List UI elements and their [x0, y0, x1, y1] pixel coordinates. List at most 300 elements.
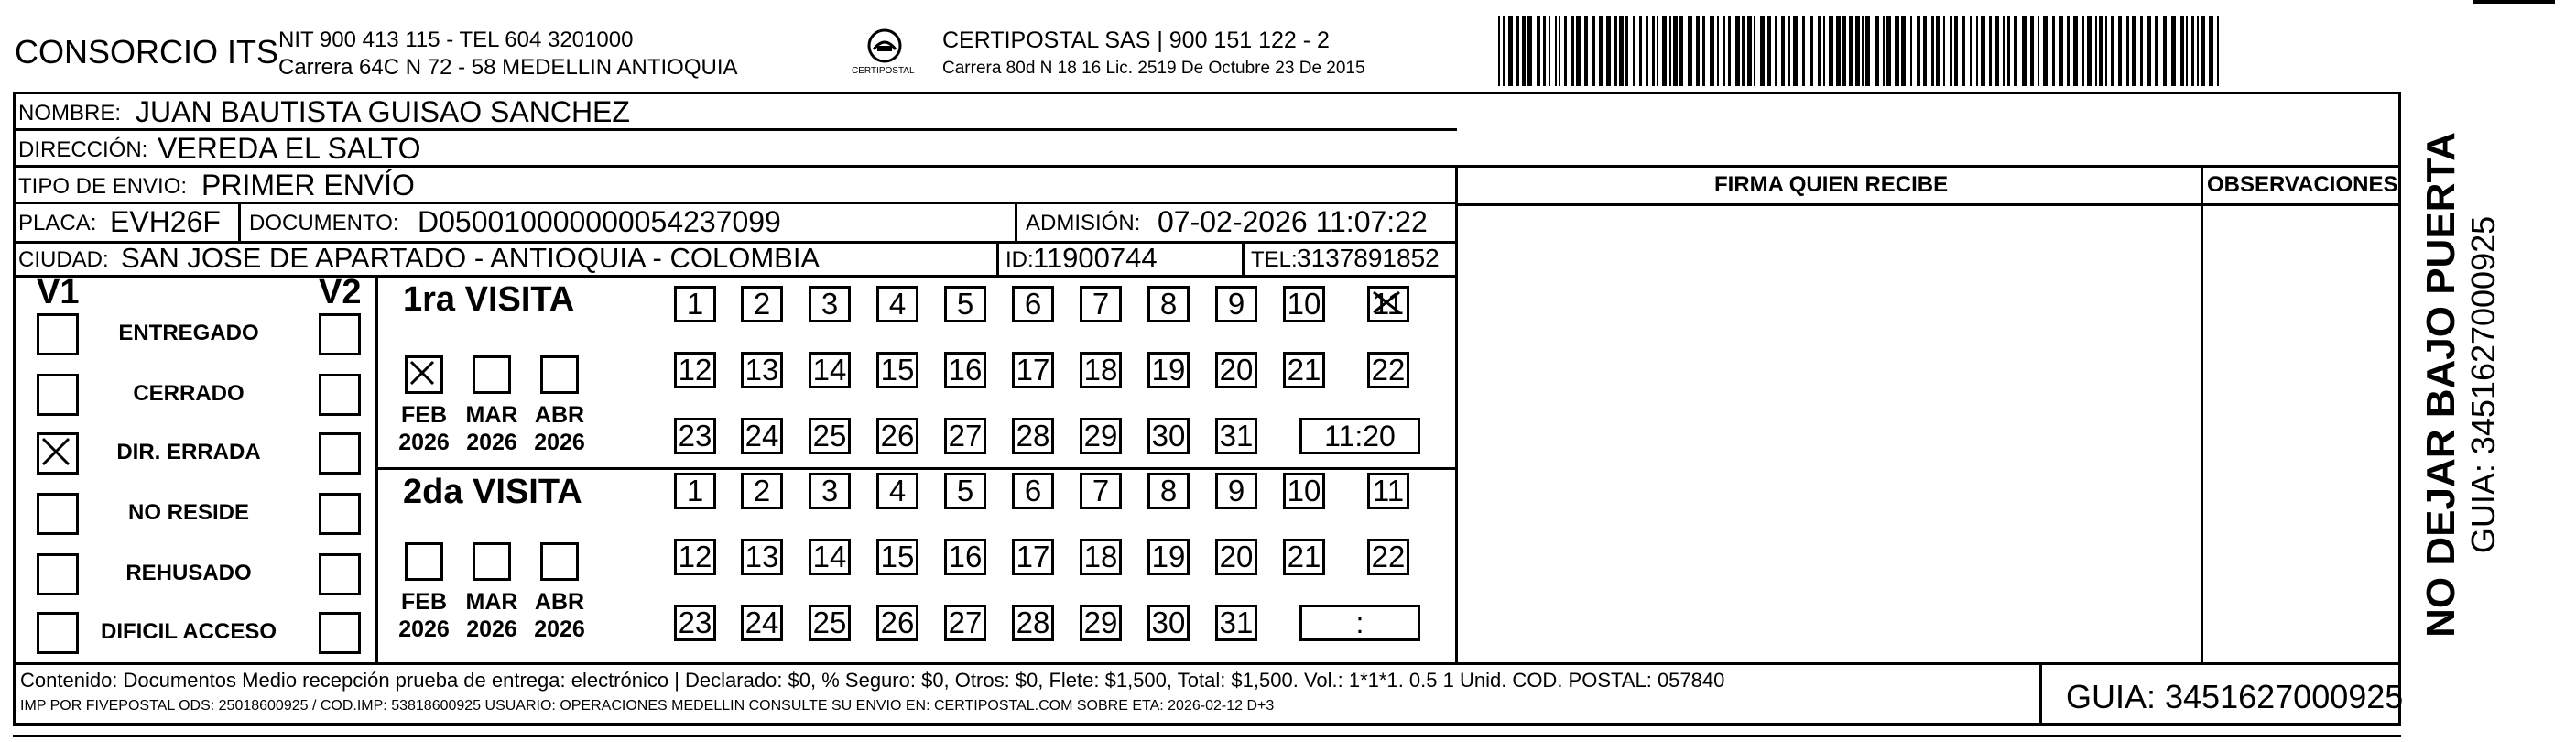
day-number: 15: [880, 540, 915, 573]
v2-header: V2: [319, 273, 362, 311]
day-number: 16: [948, 540, 983, 573]
barcode-bar: [2007, 16, 2010, 86]
row-line: [375, 467, 1456, 470]
visit2-day[interactable]: [674, 473, 716, 509]
barcode-bar: [1775, 16, 1777, 86]
visit2-month-checkbox[interactable]: [540, 542, 579, 581]
firma-header: FIRMA QUIEN RECIBE: [1714, 172, 1949, 197]
visit1-day[interactable]: [1012, 286, 1054, 322]
corner-mark: [2473, 0, 2555, 4]
barcode-bar: [1559, 16, 1560, 86]
visit2-day[interactable]: [1147, 539, 1190, 575]
tel-label: TEL:: [1251, 247, 1298, 272]
visit1-day[interactable]: [741, 352, 783, 388]
visit1-day[interactable]: [1215, 418, 1257, 454]
barcode-bar: [2201, 16, 2205, 86]
visit1-month-label: [460, 401, 524, 456]
barcode-bar: [1717, 16, 1719, 86]
visit2-day[interactable]: [1012, 605, 1054, 641]
barcode-bar: [2126, 16, 2129, 86]
barcode-bar: [1516, 16, 1519, 86]
status-label: DIFICIL ACCESO: [100, 619, 277, 644]
v1-checkbox[interactable]: [37, 432, 79, 475]
day-number: 8: [1159, 474, 1178, 507]
day-number: 6: [1024, 474, 1042, 507]
id-label: ID:: [1005, 247, 1034, 272]
barcode-bar: [1849, 16, 1853, 86]
visit-time: 11:20: [1324, 419, 1396, 453]
status-label: ENTREGADO: [118, 321, 259, 345]
barcode-bar: [1592, 16, 1595, 86]
visit2-day[interactable]: [809, 605, 851, 641]
visit1-day[interactable]: [1147, 352, 1190, 388]
day-number: 21: [1287, 353, 1321, 387]
month-year: 2026: [534, 617, 585, 642]
barcode-bar: [2038, 16, 2039, 86]
barcode-bar: [1657, 16, 1658, 86]
day-number: 5: [956, 287, 974, 321]
direccion-value: VEREDA EL SALTO: [158, 132, 421, 165]
visit2-day[interactable]: [1080, 539, 1122, 575]
documento-label: DOCUMENTO:: [249, 211, 399, 235]
barcode-bar: [1564, 16, 1567, 86]
visit2-day[interactable]: [944, 473, 986, 509]
visit1-day[interactable]: [1147, 418, 1190, 454]
visit1-day[interactable]: [1012, 352, 1054, 388]
v2-checkbox[interactable]: [319, 493, 361, 535]
visit1-month-label: [527, 401, 592, 456]
visit2-day[interactable]: [1147, 605, 1190, 641]
day-number: 22: [1371, 353, 1406, 387]
visit1-day[interactable]: [876, 418, 918, 454]
barcode-bar: [1735, 16, 1740, 86]
barcode-bar: [2140, 16, 2143, 86]
month-year: 2026: [466, 430, 517, 455]
barcode-bar: [1498, 16, 1500, 86]
barcode-bar: [1810, 16, 1813, 86]
visit1-day[interactable]: [1215, 352, 1257, 388]
day-number: 17: [1016, 353, 1050, 387]
row-line: [13, 662, 2401, 665]
direccion-label: DIRECCIÓN:: [18, 137, 148, 162]
day-number: 10: [1287, 287, 1321, 321]
day-number: 20: [1219, 540, 1254, 573]
barcode-bar: [2014, 16, 2017, 86]
day-number: 11: [1372, 287, 1405, 321]
status-label: CERRADO: [133, 381, 245, 406]
month-name: MAR: [465, 402, 518, 428]
visit1-day[interactable]: [809, 418, 851, 454]
company-name: CONSORCIO ITS: [15, 33, 279, 71]
v1-checkbox[interactable]: [37, 493, 79, 535]
barcode-bar: [1981, 16, 1985, 86]
visit1-day[interactable]: [741, 418, 783, 454]
documento-value: D050010000000054237099: [418, 205, 781, 238]
barcode-bar: [1599, 16, 1603, 86]
barcode-bar: [1895, 16, 1899, 86]
visit2-month-label: [392, 588, 456, 643]
barcode-bar: [1625, 16, 1628, 86]
nombre-value: JUAN BAUTISTA GUISAO SANCHEZ: [136, 95, 630, 128]
barcode-bar: [1555, 16, 1557, 86]
barcode-bar: [1679, 16, 1683, 86]
day-number: 2: [753, 474, 771, 507]
barcode-bar: [1619, 16, 1624, 86]
barcode-bar: [1633, 16, 1635, 86]
placa-value: EVH26F: [110, 205, 221, 238]
v2-checkbox[interactable]: [319, 553, 361, 595]
barcode-bar: [2095, 16, 2097, 86]
visit2-day[interactable]: [1147, 473, 1190, 509]
day-number: 18: [1083, 540, 1118, 573]
barcode-bar: [2073, 16, 2078, 86]
barcode-bar: [2087, 16, 2092, 86]
visit2-month-label: [527, 588, 592, 643]
barcode-bar: [1875, 16, 1879, 86]
day-number: 1: [686, 287, 704, 321]
visit2-day[interactable]: [674, 605, 716, 641]
barcode-bar: [1606, 16, 1611, 86]
day-number: 5: [956, 474, 974, 507]
day-number: 9: [1227, 474, 1245, 507]
visit2-title: 2da VISITA: [403, 473, 582, 511]
month-name: FEB: [401, 402, 447, 428]
barcode-bar: [2132, 16, 2136, 86]
row-line: [1458, 203, 2401, 206]
bottom-rule: [13, 735, 2401, 737]
barcode-bar: [1742, 16, 1745, 86]
visit1-day[interactable]: [1215, 286, 1257, 322]
day-number: 23: [678, 419, 712, 453]
v1-checkbox[interactable]: [37, 374, 79, 416]
barcode-bar: [1836, 16, 1841, 86]
cell-divider: [1015, 202, 1017, 241]
month-name: ABR: [534, 589, 585, 615]
day-number: 7: [1092, 287, 1110, 321]
barcode-bar: [1855, 16, 1860, 86]
barcode-bar: [1954, 16, 1958, 86]
visit2-day[interactable]: [876, 605, 918, 641]
visit2-day[interactable]: [1012, 473, 1054, 509]
visit1-day[interactable]: [1012, 418, 1054, 454]
day-number: 22: [1371, 540, 1406, 573]
visit2-month-checkbox[interactable]: [473, 542, 511, 581]
barcode-bar: [2147, 16, 2151, 86]
visit2-day[interactable]: [1215, 473, 1257, 509]
barcode-bar: [1584, 16, 1588, 86]
barcode-bar: [1781, 16, 1785, 86]
day-number: 24: [745, 606, 779, 639]
barcode-bar: [1696, 16, 1700, 86]
footer-contenido: Contenido: Documentos Medio recepción prueba de entrega: electrónico | Declarado: $0, % Seguro: $0, Otros: $0, Flete: $1,500, Total: $1,500. Vol.: 1*1*1. 0.5 1 Unid. COD. POSTAL: 057840: [20, 669, 1725, 692]
day-number: 20: [1219, 353, 1254, 387]
v2-checkbox[interactable]: [319, 432, 361, 475]
day-number: 7: [1092, 474, 1110, 507]
day-number: 14: [812, 353, 847, 387]
barcode-bar: [1842, 16, 1846, 86]
visit2-day[interactable]: [809, 539, 851, 575]
visit2-day[interactable]: [1080, 605, 1122, 641]
visit1-day[interactable]: [876, 286, 918, 322]
col-line: [2201, 165, 2203, 662]
visit2-month-checkbox[interactable]: [405, 542, 443, 581]
visit2-day[interactable]: [1367, 539, 1409, 575]
status-label: DIR. ERRADA: [116, 440, 261, 464]
barcode-bar: [2099, 16, 2103, 86]
row-line: [13, 275, 1457, 278]
v2-checkbox[interactable]: [319, 374, 361, 416]
day-number: 4: [888, 287, 907, 321]
barcode-bar: [1710, 16, 1714, 86]
day-number: 16: [948, 353, 983, 387]
barcode-bar: [1823, 16, 1825, 86]
day-number: 31: [1219, 419, 1254, 453]
tel-value: 3137891852: [1297, 244, 1440, 272]
day-number: 3: [821, 287, 839, 321]
visit2-time-box[interactable]: [1299, 605, 1420, 641]
barcode-bar: [2105, 16, 2107, 86]
visit2-day[interactable]: [1283, 473, 1325, 509]
visit2-day[interactable]: [741, 539, 783, 575]
v2-checkbox[interactable]: [319, 612, 361, 654]
month-name: FEB: [401, 589, 447, 615]
visit1-day[interactable]: [1367, 352, 1409, 388]
barcode-bar: [1614, 16, 1617, 86]
visit1-time-box[interactable]: [1299, 418, 1420, 454]
cell-divider: [996, 241, 999, 275]
day-number: 19: [1151, 540, 1186, 573]
day-number: 21: [1287, 540, 1321, 573]
visit1-day[interactable]: [944, 286, 986, 322]
v1-checkbox[interactable]: [37, 612, 79, 654]
barcode-bar: [2003, 16, 2005, 86]
visit1-day[interactable]: [1283, 352, 1325, 388]
day-number: 13: [745, 540, 779, 573]
observaciones-header: OBSERVACIONES: [2207, 172, 2398, 197]
day-number: 28: [1016, 606, 1050, 639]
day-number: 12: [678, 540, 712, 573]
visit1-month-label: [392, 401, 456, 456]
day-number: 27: [948, 606, 983, 639]
barcode-bar: [1576, 16, 1581, 86]
barcode-bar: [1527, 16, 1532, 86]
visit2-day[interactable]: [1283, 539, 1325, 575]
visit1-day[interactable]: [741, 286, 783, 322]
barcode-bar: [1662, 16, 1667, 86]
visit2-day[interactable]: [741, 473, 783, 509]
visit1-day[interactable]: [876, 352, 918, 388]
barcode-bar: [1917, 16, 1920, 86]
visit1-day[interactable]: [1080, 286, 1122, 322]
barcode-bar: [1865, 16, 1870, 86]
barcode-bar: [1793, 16, 1798, 86]
month-year: 2026: [534, 430, 585, 455]
day-number: 6: [1024, 287, 1042, 321]
day-number: 10: [1287, 474, 1321, 507]
barcode-bar: [1962, 16, 1965, 86]
visit1-day[interactable]: [944, 418, 986, 454]
barcode-bar: [1669, 16, 1671, 86]
visit1-title: 1ra VISITA: [403, 280, 575, 319]
tipo-envio-value: PRIMER ENVÍO: [201, 169, 415, 202]
barcode-bar: [1943, 16, 1945, 86]
barcode-bar: [1931, 16, 1934, 86]
day-number: 31: [1219, 606, 1254, 639]
col-line: [1455, 165, 1458, 662]
barcode-bar: [1767, 16, 1771, 86]
day-number: 30: [1151, 419, 1186, 453]
barcode-bar: [1995, 16, 1999, 86]
visit2-day[interactable]: [1012, 539, 1054, 575]
ciudad-value: SAN JOSE DE APARTADO - ANTIOQUIA - COLOMBIA: [121, 242, 821, 274]
barcode-bar: [1503, 16, 1505, 86]
firma-area[interactable]: [1461, 207, 2198, 660]
visit2-day[interactable]: [1215, 605, 1257, 641]
observaciones-area[interactable]: [2206, 207, 2398, 660]
day-number: 11: [1372, 474, 1405, 507]
visit2-day[interactable]: [1367, 473, 1409, 509]
barcode-bar: [1976, 16, 1978, 86]
company-address: Carrera 64C N 72 - 58 MEDELLIN ANTIOQUIA: [278, 55, 738, 80]
day-number: 25: [812, 419, 847, 453]
day-number: 9: [1227, 287, 1245, 321]
barcode-bar: [1970, 16, 1972, 86]
barcode-bar: [2209, 16, 2213, 86]
day-number: 28: [1016, 419, 1050, 453]
day-number: 14: [812, 540, 847, 573]
barcode-bar: [2022, 16, 2027, 86]
day-number: 30: [1151, 606, 1186, 639]
v1-checkbox[interactable]: [37, 313, 79, 355]
no-dejar-bajo-puerta: NO DEJAR BAJO PUERTA: [2418, 132, 2463, 638]
visit1-day[interactable]: [809, 286, 851, 322]
barcode-bar: [2067, 16, 2070, 86]
barcode-bar: [2118, 16, 2122, 86]
v2-checkbox[interactable]: [319, 313, 361, 355]
barcode-bar: [2217, 16, 2219, 86]
cell-divider: [1242, 241, 1245, 275]
day-number: 19: [1151, 353, 1186, 387]
day-number: 15: [880, 353, 915, 387]
barcode-bar: [1802, 16, 1805, 86]
day-number: 26: [880, 419, 915, 453]
status-label: REHUSADO: [125, 561, 252, 585]
day-number: 29: [1083, 606, 1118, 639]
visit1-month-checkbox[interactable]: [473, 355, 511, 394]
visit2-day[interactable]: [876, 473, 918, 509]
barcode-bar: [2082, 16, 2084, 86]
day-number: 24: [745, 419, 779, 453]
visit2-day[interactable]: [741, 605, 783, 641]
visit2-day[interactable]: [944, 539, 986, 575]
visit1-day[interactable]: [1283, 286, 1325, 322]
barcode-bar: [1688, 16, 1692, 86]
visit1-day[interactable]: [1147, 286, 1190, 322]
visit1-day[interactable]: [1080, 352, 1122, 388]
v1-header: V1: [37, 273, 80, 311]
visit2-day[interactable]: [674, 539, 716, 575]
month-name: MAR: [465, 589, 518, 615]
barcode-bar: [1950, 16, 1952, 86]
barcode-bar: [1829, 16, 1833, 86]
month-year: 2026: [398, 617, 450, 642]
day-number: 23: [678, 606, 712, 639]
certipostal-address: Carrera 80d N 18 16 Lic. 2519 De Octubre 23 De 2015: [942, 59, 1365, 78]
footer-imp: IMP POR FIVEPOSTAL ODS: 25018600925 / COD.IMP: 53818600925 USUARIO: OPERACIONES MEDELLIN CONSULTE SU ENVIO EN: CERTIPOSTAL.COM SOBRE ETA: 2026-02-12 D+3: [20, 698, 1275, 714]
visit1-day[interactable]: [809, 352, 851, 388]
barcode-bar: [1537, 16, 1540, 86]
visit2-day[interactable]: [809, 473, 851, 509]
barcode-bar: [2197, 16, 2199, 86]
barcode-bar: [1883, 16, 1885, 86]
visit1-month-checkbox[interactable]: [405, 355, 443, 394]
barcode-bar: [1652, 16, 1655, 86]
certipostal-logo: [852, 26, 915, 81]
visit1-day[interactable]: [944, 352, 986, 388]
day-number: 13: [745, 353, 779, 387]
barcode-bar: [1923, 16, 1927, 86]
visit2-day[interactable]: [1215, 539, 1257, 575]
barcode-bar: [2163, 16, 2167, 86]
day-number: 1: [686, 474, 704, 507]
visit1-month-checkbox[interactable]: [540, 355, 579, 394]
barcode-bar: [1747, 16, 1752, 86]
ciudad-label: CIUDAD:: [18, 247, 109, 272]
visit1-day[interactable]: [674, 286, 716, 322]
barcode-bar: [1508, 16, 1513, 86]
barcode-bar: [1571, 16, 1574, 86]
barcode-bar: [1901, 16, 1906, 86]
day-number: 29: [1083, 419, 1118, 453]
barcode-bar: [2155, 16, 2158, 86]
barcode: [1495, 16, 2227, 86]
day-number: 4: [888, 474, 907, 507]
tipo-envio-label: TIPO DE ENVIO:: [18, 174, 188, 199]
barcode-bar: [2043, 16, 2048, 86]
day-number: 8: [1159, 287, 1178, 321]
barcode-bar: [2030, 16, 2034, 86]
day-number: 3: [821, 474, 839, 507]
placa-label: PLACA:: [18, 211, 97, 235]
visit2-day[interactable]: [944, 605, 986, 641]
barcode-bar: [1723, 16, 1725, 86]
admision-label: ADMISIÓN:: [1026, 211, 1141, 235]
barcode-bar: [1818, 16, 1821, 86]
barcode-bar: [2111, 16, 2114, 86]
visit1-day[interactable]: [674, 418, 716, 454]
month-year: 2026: [398, 430, 450, 455]
barcode-bar: [1639, 16, 1642, 86]
barcode-bar: [1936, 16, 1940, 86]
barcode-bar: [1522, 16, 1526, 86]
visit1-day[interactable]: [674, 352, 716, 388]
barcode-bar: [1862, 16, 1864, 86]
barcode-bar: [1549, 16, 1550, 86]
visit2-day[interactable]: [876, 539, 918, 575]
barcode-bar: [1702, 16, 1705, 86]
barcode-bar: [1646, 16, 1648, 86]
visit1-day[interactable]: [1080, 418, 1122, 454]
day-number: 25: [812, 606, 847, 639]
barcode-bar: [2059, 16, 2063, 86]
v1-checkbox[interactable]: [37, 553, 79, 595]
visit2-day[interactable]: [1080, 473, 1122, 509]
admision-value: 07-02-2026 11:07:22: [1158, 205, 1428, 238]
day-number: 2: [753, 287, 771, 321]
barcode-bar: [2191, 16, 2194, 86]
visit1-day[interactable]: [1367, 286, 1409, 322]
col-line: [2039, 662, 2042, 726]
